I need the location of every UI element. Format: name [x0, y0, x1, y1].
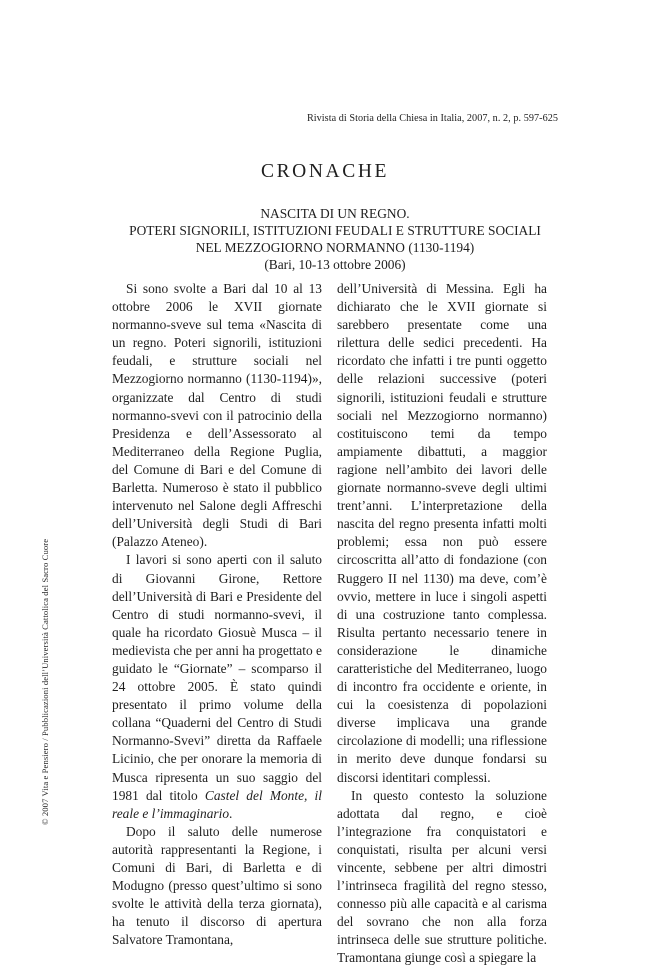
article-title-line-3: NEL MEZZOGIORNO NORMANNO (1130-1194)	[195, 240, 475, 255]
article-subtitle: (Bari, 10-13 ottobre 2006)	[264, 257, 406, 272]
left-paragraph-2-text: I lavori si sono aperti con il saluto di Giovanni Girone, Rettore dell’Università di Bari e Presidente del Centro di studi normanno-svevi, il quale ha ricordato Giosuè Musca – il medievista che per anni ha progettato e guidato le “Giornate” – scomparso il 24 ottobre 2005. È stato quindi presentato il primo volume della collana “Quaderni del Centro di Studi Normanno-Svevi” diretta da Raffaele Licinio, che per onorare la memoria di Musca ripresenta un suo saggio del 1981 dal titolo	[112, 552, 322, 803]
article-title-line-1: NASCITA DI UN REGNO.	[260, 206, 410, 221]
article-title	[100, 205, 570, 273]
article-title-line-2: POTERI SIGNORILI, ISTITUZIONI FEUDALI E STRUTTURE SOCIALI	[129, 223, 541, 238]
right-column	[337, 280, 547, 968]
section-title: CRONACHE	[260, 161, 390, 182]
left-paragraph-2-end: .	[229, 805, 233, 821]
right-paragraph-1: dell’Università di Messina. Egli ha dichiarato che le XVII giornate si sarebbero presentate come una rilettura delle sedici precedenti. Ha ricordato che infatti i tre punti oggetto delle relazioni successive (poteri signorili, istituzioni feudali e strutture sociali nel Mezzogiorno normanno) costituiscono temi da tempo ampiamente dibattuti, a maggior ragione nell’ambito dei lavori delle giornate normanno-sveve degli ultimi trent’anni. L’interpretazione della nascita del regno presenta infatti molti problemi; essa non può essere circoscritta all’atto di fondazione (con Ruggero II nel 1130) ma deve, com’è ovvio, mettere in luce i singoli aspetti di una costruzione tanto complessa. Risulta pertanto necessario tenere in considerazione le dinamiche caratteristiche del Mediterraneo, luogo di incontro fra occidente e oriente, in cui la coesistenza di popolazioni diverse implicava una grande circolazione di modelli; una riflessione in merito deve dunque fondarsi su discorsi identitari complessi.	[337, 281, 547, 785]
book-title: Castel del Monte, il reale e l’immaginario	[112, 787, 322, 821]
left-paragraph-1: Si sono svolte a Bari dal 10 al 13 ottobre 2006 le XVII giornate normanno-sveve sul tema «Nascita di un regno. Poteri signorili, istituzioni feudali, e strutture sociali nel Mezzogiorno normanno (1130-1194)», organizzate dal Centro di studi normanno-svevi con il patrocinio della Presidenza e dell’Assessorato al Mediterraneo della Regione Puglia, del Comune di Bari e del Comune di Barletta. Numeroso è stato il pubblico intervenuto nel Salone degli Affreschi dell’Università degli Studi di Bari (Palazzo Ateneo).	[112, 281, 322, 550]
copyright-sidebar: © 2007 Vita e Pensiero / Pubblicazioni dell’Università Cattolica del Sacro Cuore	[40, 538, 50, 825]
left-column	[112, 280, 322, 949]
left-paragraph-3: Dopo il saluto delle numerose autorità rappresentanti la Regione, i Comuni di Bari, di Barletta e di Modugno (presso quest’ultimo si sono svolte le attività della terza giornata), ha tenuto il discorso di apertura Salvatore Tramontana,	[112, 823, 322, 948]
left-paragraph-2	[112, 551, 322, 822]
right-paragraph-2: In questo contesto la soluzione adottata dal regno, e cioè l’integrazione fra conquistatori e conquistati, risulta per alcuni versi vincente, sebbene per altri dimostri l’intrinseca fragilità del regno stesso, connesso più alle capacità e al carisma del sovrano che non alla forza intrinseca delle sue strutture politiche. Tramontana giunge così a spiegare la	[337, 787, 547, 966]
journal-header: Rivista di Storia della Chiesa in Italia, 2007, n. 2, p. 597-625	[306, 113, 558, 124]
